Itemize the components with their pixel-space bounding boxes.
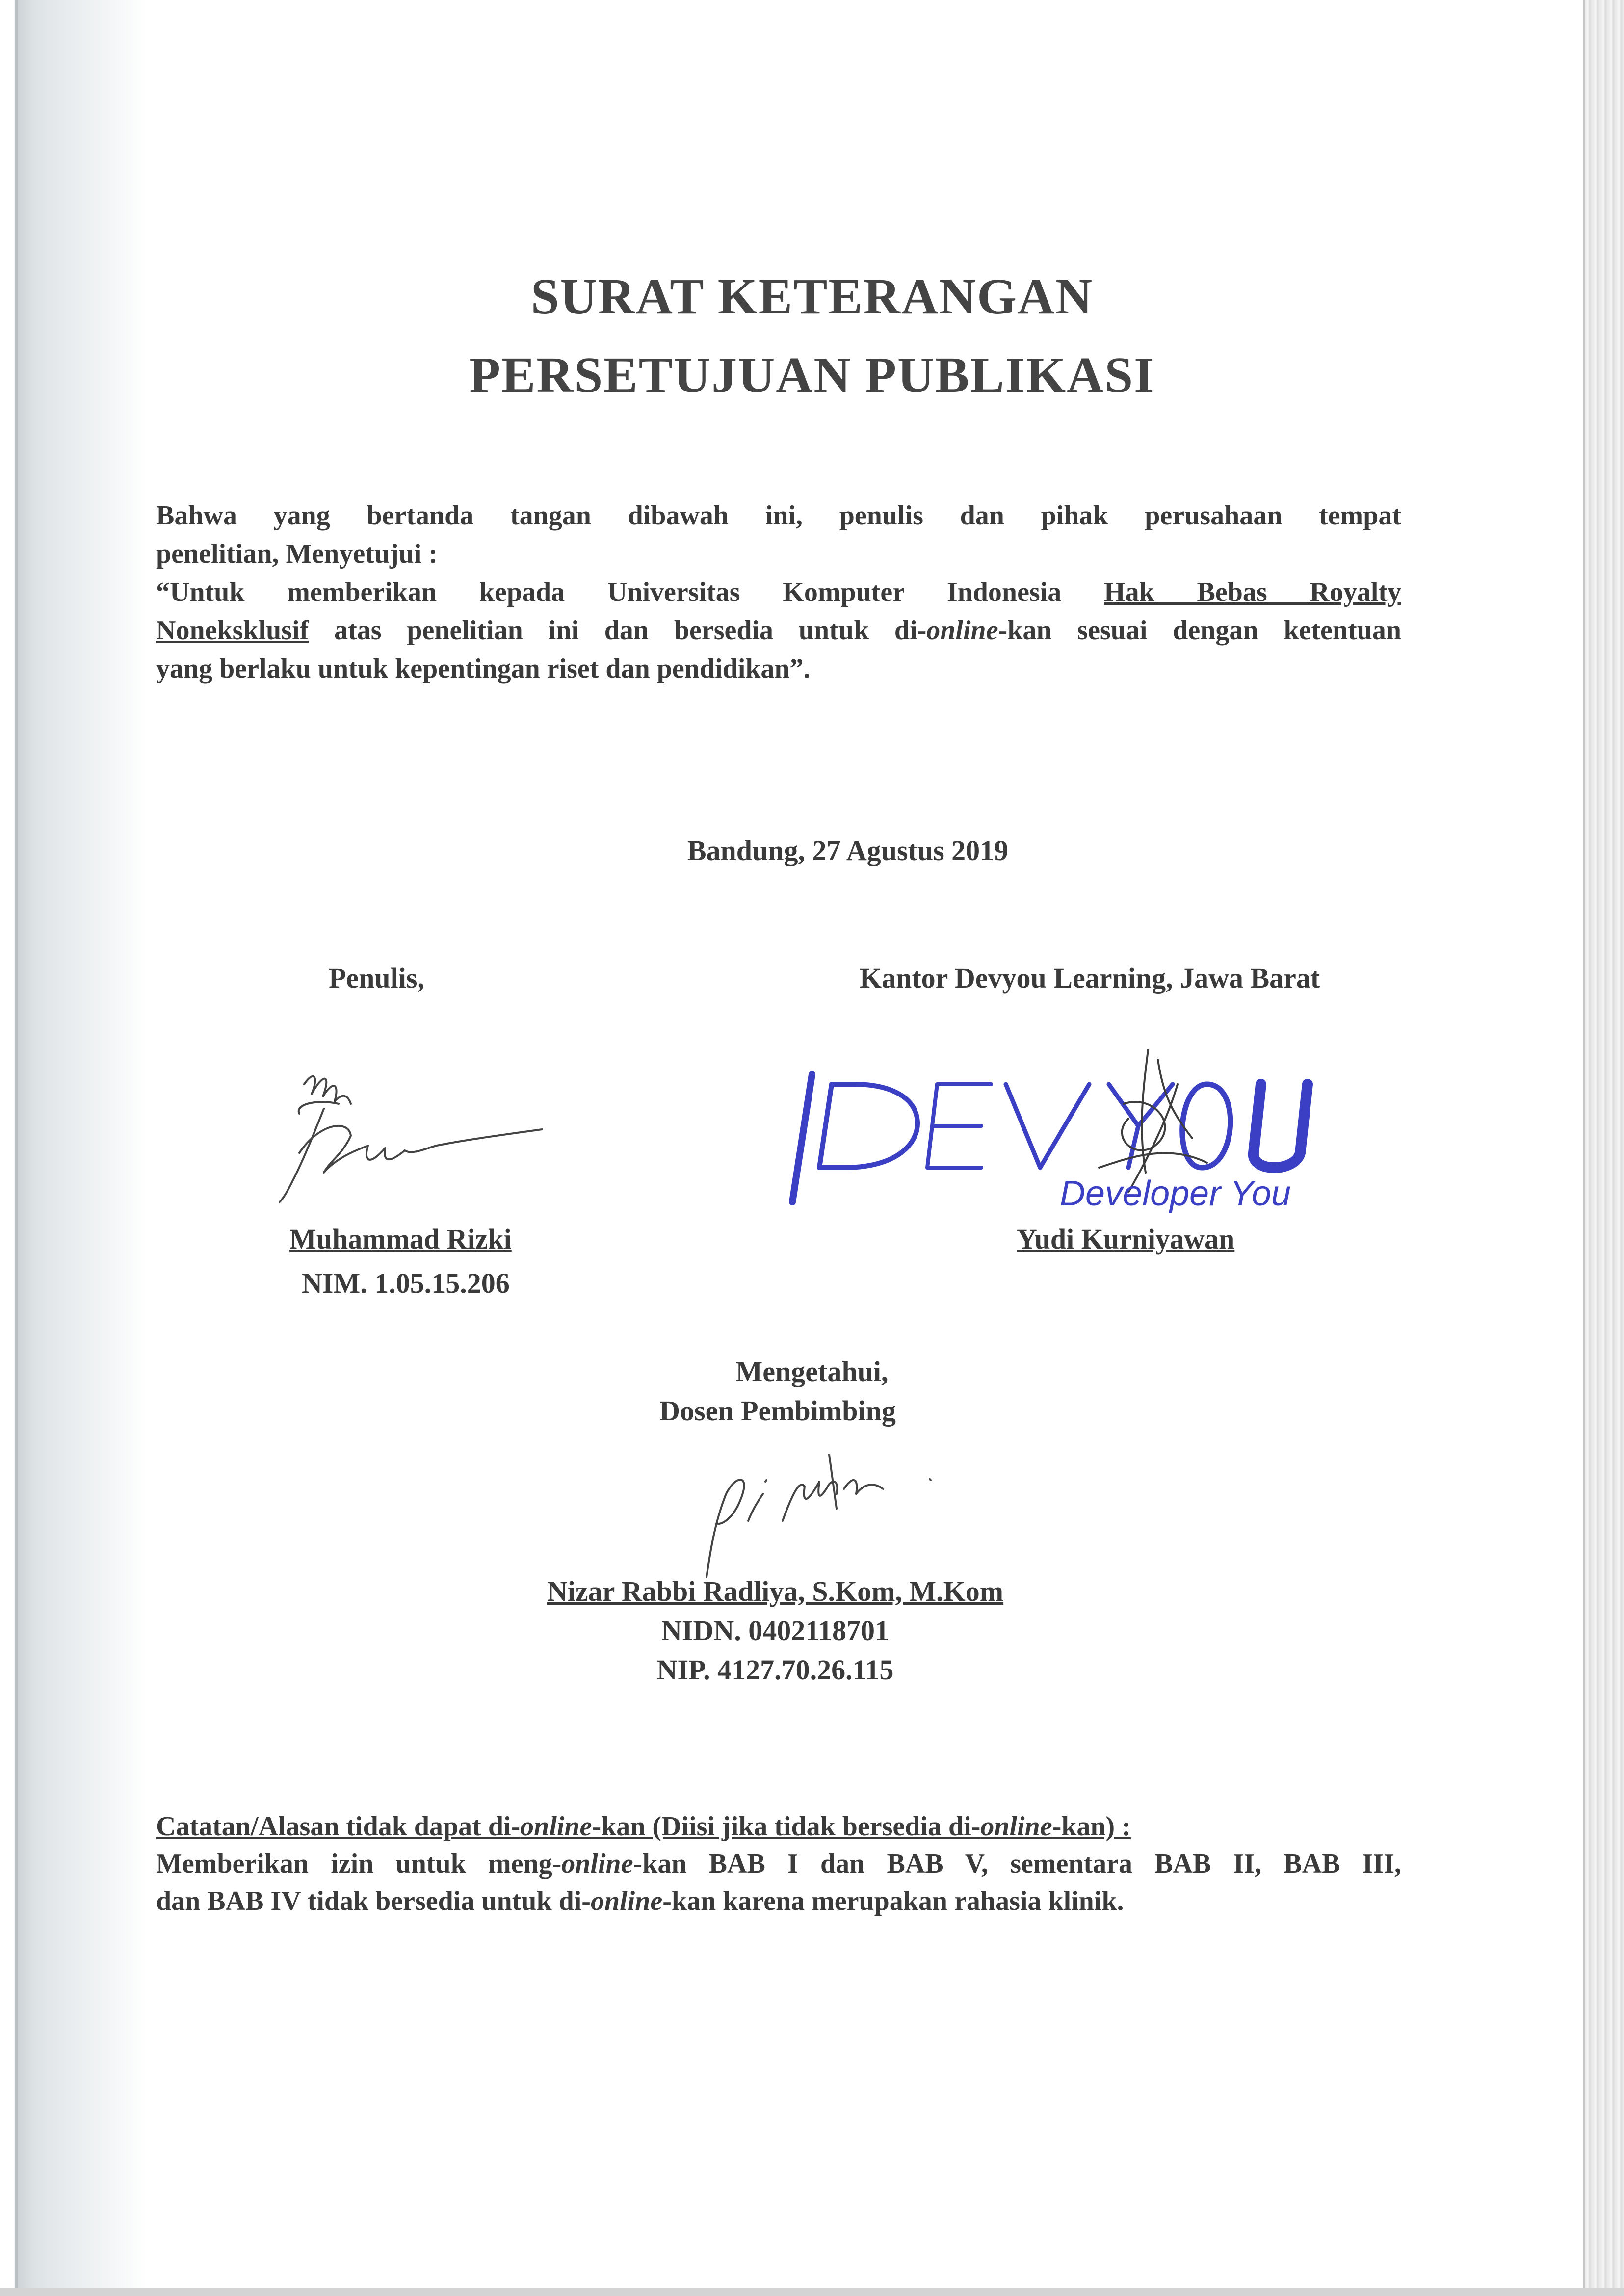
note-heading-text [156,1811,1131,1842]
note-body-line-1 [156,1845,1401,1882]
statement-line-4 [156,611,1401,650]
statement-line-1: Bahwa yang bertanda tangan dibawah ini, penulis dan pihak perusahaan tempat [156,500,1401,531]
writer-name: Muhammad Rizki [289,1223,512,1255]
supervisor-name: Nizar Rabbi Radliya, S.Kom, M.Kom [547,1575,1004,1607]
note-body-1c: -kan BAB I dan BAB V, sementara BAB II, BAB III, [633,1849,1402,1879]
note-body-2c: -kan karena merupakan rahasia klinik. [662,1886,1124,1916]
nonexclusive-term: Noneksklusif [156,615,309,646]
statement-line-4-end: -kan sesuai dengan ketentuan [998,615,1401,646]
supervisor-nip: NIP. 4127.70.26.115 [656,1654,894,1686]
writer-role: Penulis, [329,962,424,994]
stamp-tagline: Developer You [1060,1174,1291,1213]
note-heading-part-1: Catatan/Alasan tidak dapat di- [156,1811,521,1842]
scan-bottom-edge [0,2288,1624,2296]
statement-line-3-text: “Untuk memberikan kepada Universitas Komputer Indonesia [156,577,1062,607]
statement-line-2: penelitian, Menyetujui : [156,539,438,569]
supervisor-role: Dosen Pembimbing [659,1395,896,1427]
note-heading-part-2: -kan (Diisi jika tidak bersedia di- [592,1811,981,1842]
note-heading [156,1808,1401,1845]
note-body-1-online: online [561,1849,633,1879]
statement-line-5: yang berlaku untuk kepentingan riset dan pendidikan”. [156,653,811,684]
writer-id: NIM. 1.05.15.206 [302,1267,510,1299]
writer-signature [265,1050,550,1212]
supervisor-nidn: NIDN. 0402118701 [661,1615,890,1646]
statement-line-3 [156,573,1401,611]
title-line-1: SURAT KETERANGAN [530,268,1094,325]
company-stamp [785,1045,1325,1236]
note-section [156,1808,1401,1920]
note-heading-online-2: online [980,1811,1052,1842]
company-signer-name: Yudi Kurniyawan [1017,1223,1235,1255]
statement-line-4-text: atas penelitian ini dan bersedia untuk di- [334,615,927,646]
place-date: Bandung, 27 Agustus 2019 [687,835,1009,866]
supervisor-signature [667,1435,942,1582]
royalty-term: Hak Bebas Royalty [1104,577,1402,607]
note-body-line-2 [156,1882,1401,1920]
company-role: Kantor Devyou Learning, Jawa Barat [860,962,1320,994]
note-body-1a: Memberikan izin untuk meng- [156,1849,562,1879]
ack-label: Mengetahui, [735,1356,889,1387]
scan-right-page-stack [1585,0,1624,2296]
note-heading-online-1: online [520,1811,592,1842]
scan-left-edge [15,0,18,2296]
note-body-2-online: online [590,1886,663,1916]
title-line-2: PERSETUJUAN PUBLIKASI [469,347,1155,403]
scan-left-shadow [0,0,147,2296]
statement-paragraph [156,496,1401,688]
note-heading-part-3: -kan) : [1052,1811,1131,1842]
online-term: online [926,615,998,646]
note-body-2a: dan BAB IV tidak bersedia untuk di- [156,1886,591,1916]
